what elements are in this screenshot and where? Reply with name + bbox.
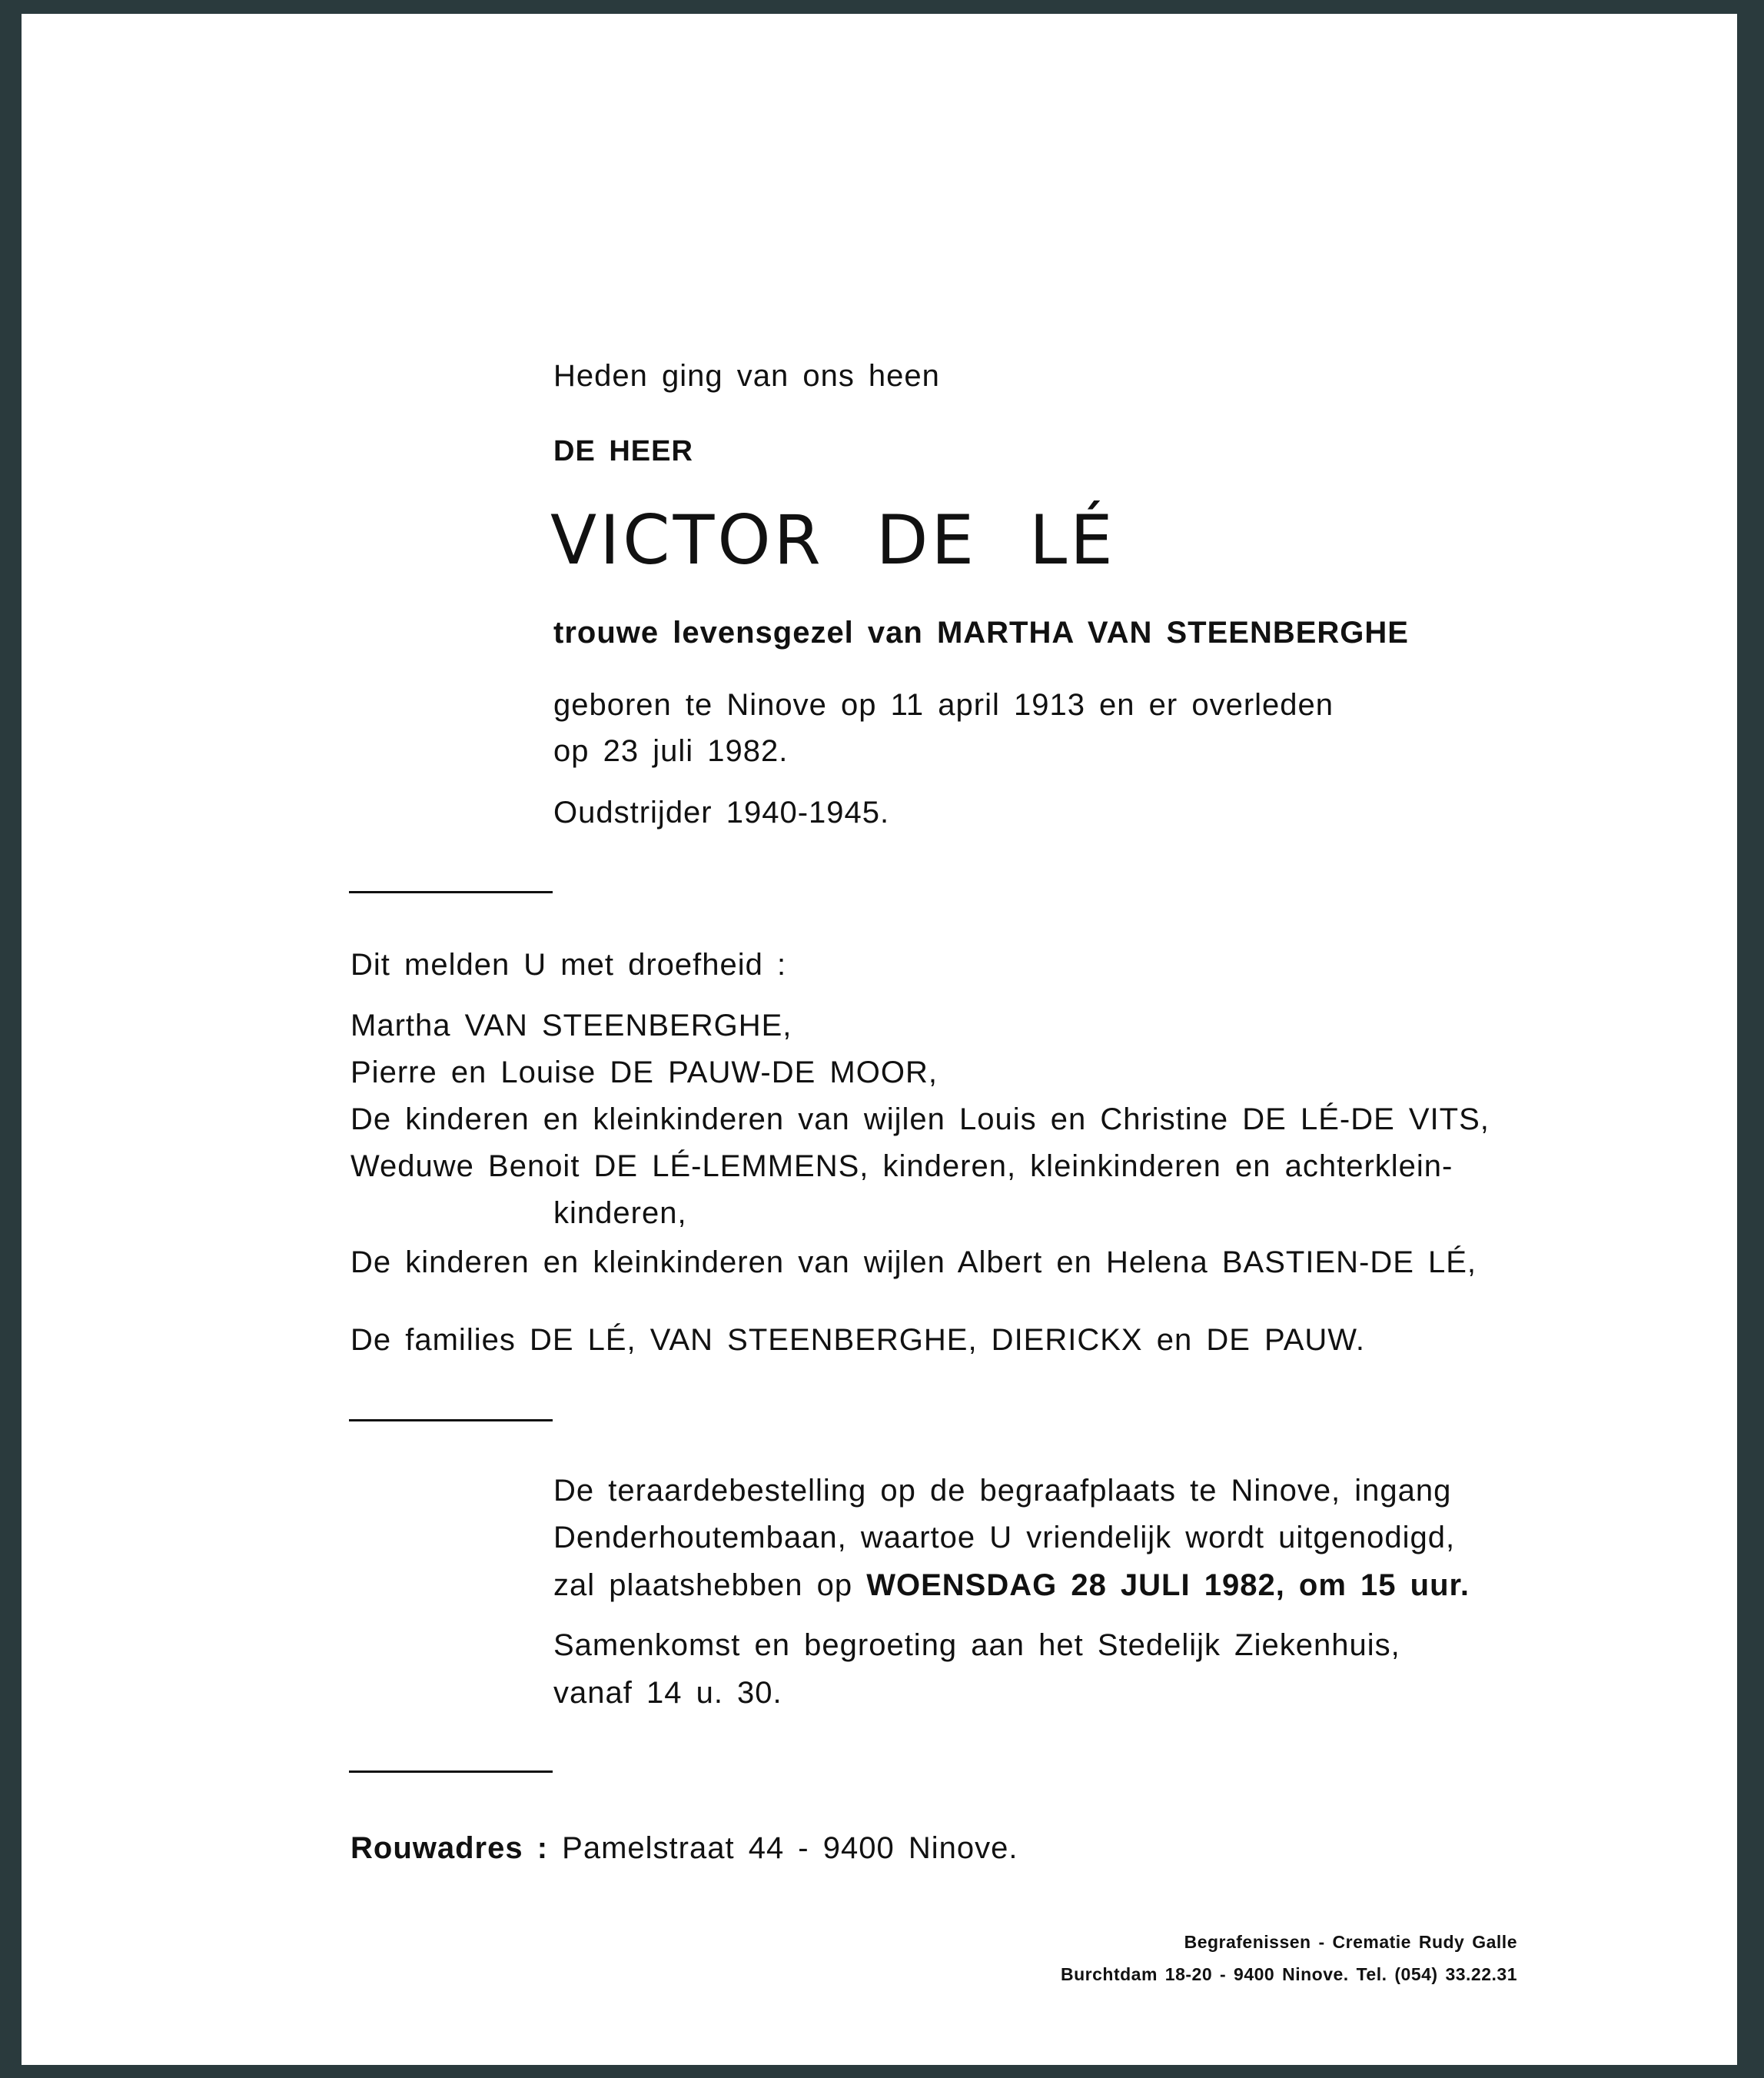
mourner-line: De kinderen en kleinkinderen van wijlen Albert en Helena BASTIEN-DE LÉ, bbox=[350, 1245, 1477, 1279]
address-line bbox=[350, 1830, 1018, 1867]
divider-3 bbox=[349, 1770, 553, 1773]
address-value: Pamelstraat 44 - 9400 Ninove. bbox=[562, 1831, 1018, 1865]
birth-line-1: geboren te Ninove op 11 april 1913 en er overleden bbox=[553, 688, 1334, 722]
funeral-home-address: Burchtdam 18-20 - 9400 Ninove. Tel. (054) 33.22.31 bbox=[1061, 1964, 1517, 1984]
veteran-line: Oudstrijder 1940-1945. bbox=[553, 796, 890, 830]
divider-1 bbox=[349, 891, 553, 893]
funeral-home-name: Begrafenissen - Crematie Rudy Galle bbox=[1184, 1932, 1517, 1952]
honorific-title: DE HEER bbox=[553, 435, 693, 467]
obituary-card bbox=[22, 14, 1737, 2065]
mourners-intro: Dit melden U met droefheid : bbox=[350, 948, 787, 982]
intro-text: Heden ging van ons heen bbox=[553, 359, 940, 393]
divider-2 bbox=[349, 1419, 553, 1421]
funeral-line-4: Samenkomst en begroeting aan het Stedelijk Ziekenhuis, bbox=[553, 1628, 1400, 1662]
funeral-line-3 bbox=[553, 1567, 1470, 1604]
funeral-line-2: Denderhoutembaan, waartoe U vriendelijk wordt uitgenodigd, bbox=[553, 1521, 1456, 1554]
birth-line-2: op 23 juli 1982. bbox=[553, 734, 789, 768]
spouse-line: trouwe levensgezel van MARTHA VAN STEENBERGHE bbox=[553, 616, 1409, 650]
mourner-line: Pierre en Louise DE PAUW-DE MOOR, bbox=[350, 1056, 938, 1089]
mourner-line: De kinderen en kleinkinderen van wijlen Louis en Christine DE LÉ-DE VITS, bbox=[350, 1102, 1490, 1136]
address-label: Rouwadres : bbox=[350, 1831, 549, 1865]
funeral-line-5: vanaf 14 u. 30. bbox=[553, 1676, 782, 1710]
mourner-line: Weduwe Benoit DE LÉ-LEMMENS, kinderen, kleinkinderen en achterklein- bbox=[350, 1149, 1453, 1183]
mourner-line: De families DE LÉ, VAN STEENBERGHE, DIERICKX en DE PAUW. bbox=[350, 1323, 1365, 1357]
deceased-name: VICTOR DE LÉ bbox=[550, 500, 1116, 580]
funeral-line-1: De teraardebestelling op de begraafplaats te Ninove, ingang bbox=[553, 1474, 1452, 1508]
mourner-line: kinderen, bbox=[553, 1196, 687, 1230]
funeral-line-3-prefix: zal plaatshebben op bbox=[553, 1568, 853, 1602]
funeral-date-time: WOENSDAG 28 JULI 1982, om 15 uur. bbox=[866, 1568, 1470, 1602]
mourner-line: Martha VAN STEENBERGHE, bbox=[350, 1009, 792, 1042]
